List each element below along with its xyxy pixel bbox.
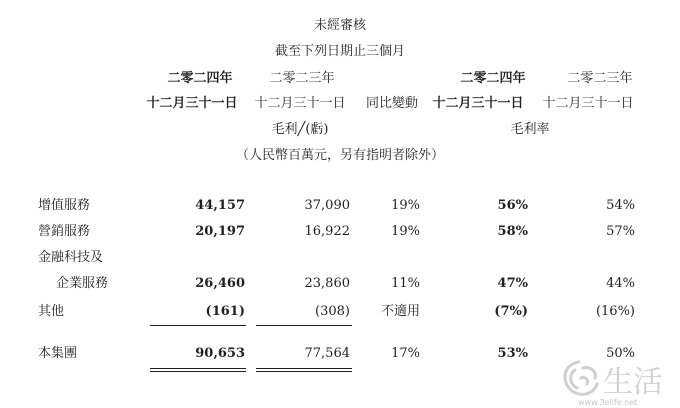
total-double-rule — [150, 371, 246, 372]
cell-gp-2023: (308) — [315, 304, 350, 319]
col-year-gp-2024: 二零二四年 — [167, 71, 233, 86]
col-date-gm-2024: 十二月三十一日 — [432, 96, 524, 111]
total-double-rule — [150, 368, 246, 369]
cell-yoy: 11% — [391, 276, 420, 291]
watermark-brand: 生活 — [603, 365, 663, 400]
cell-gp-2024: 20,197 — [195, 224, 245, 239]
col-date-gp-2024: 十二月三十一日 — [146, 96, 238, 111]
cell-gm-2023: 57% — [606, 224, 635, 239]
col-year-gm-2023: 二零二三年 — [567, 71, 633, 86]
total-gp-2024: 90,653 — [195, 346, 245, 361]
cell-gp-2024: 44,157 — [195, 198, 245, 213]
cell-gp-2023: 23,860 — [304, 276, 350, 291]
cell-gm-2024: 56% — [497, 198, 528, 213]
cell-gp-2023: 37,090 — [304, 198, 350, 213]
cell-gm-2023: 44% — [606, 276, 635, 291]
col-date-gp-2023: 十二月三十一日 — [254, 96, 346, 111]
group-gross-margin: 毛利率 — [510, 122, 550, 137]
cell-yoy: 19% — [391, 224, 420, 239]
cell-gp-2023: 16,922 — [304, 224, 350, 239]
total-label: 本集團 — [38, 346, 78, 361]
watermark-swirl-icon — [557, 356, 675, 402]
cell-gm-2024: (7%) — [494, 304, 528, 319]
cell-yoy: 不適用 — [380, 304, 420, 319]
watermark-logo — [557, 356, 675, 402]
row-label: 增值服務 — [38, 198, 91, 213]
total-gm-2023: 50% — [606, 346, 635, 361]
col-date-gm-2023: 十二月三十一日 — [542, 96, 634, 111]
total-double-rule — [256, 371, 352, 372]
row-label: 其他 — [38, 304, 65, 319]
row-label-continued: 企業服務 — [56, 276, 109, 291]
header-period: 截至下列日期止三個月 — [274, 44, 405, 59]
row-label: 金融科技及 — [38, 250, 104, 265]
subtotal-rule — [150, 325, 246, 326]
watermark-url: www.3elife.net — [578, 398, 638, 407]
row-label: 營銷服務 — [38, 224, 91, 239]
group-gross-profit: 毛利╱(虧) — [271, 122, 329, 137]
total-double-rule — [256, 368, 352, 369]
cell-gp-2024: (161) — [205, 304, 245, 319]
subtotal-rule — [256, 325, 352, 326]
col-year-gp-2023: 二零二三年 — [269, 71, 335, 86]
header-unaudited: 未經審核 — [313, 18, 366, 33]
total-gm-2024: 53% — [497, 346, 528, 361]
cell-gm-2024: 47% — [497, 276, 528, 291]
cell-gm-2024: 58% — [497, 224, 528, 239]
cell-gm-2023: (16%) — [595, 304, 635, 319]
cell-gp-2024: 26,460 — [195, 276, 245, 291]
unit-note: （人民幣百萬元，另有指明者除外） — [235, 148, 444, 163]
total-yoy: 17% — [391, 346, 420, 361]
total-gp-2023: 77,564 — [304, 346, 350, 361]
col-year-gm-2024: 二零二四年 — [460, 71, 526, 86]
cell-gm-2023: 54% — [606, 198, 635, 213]
cell-yoy: 19% — [391, 198, 420, 213]
col-yoy: 同比變動 — [365, 96, 418, 111]
